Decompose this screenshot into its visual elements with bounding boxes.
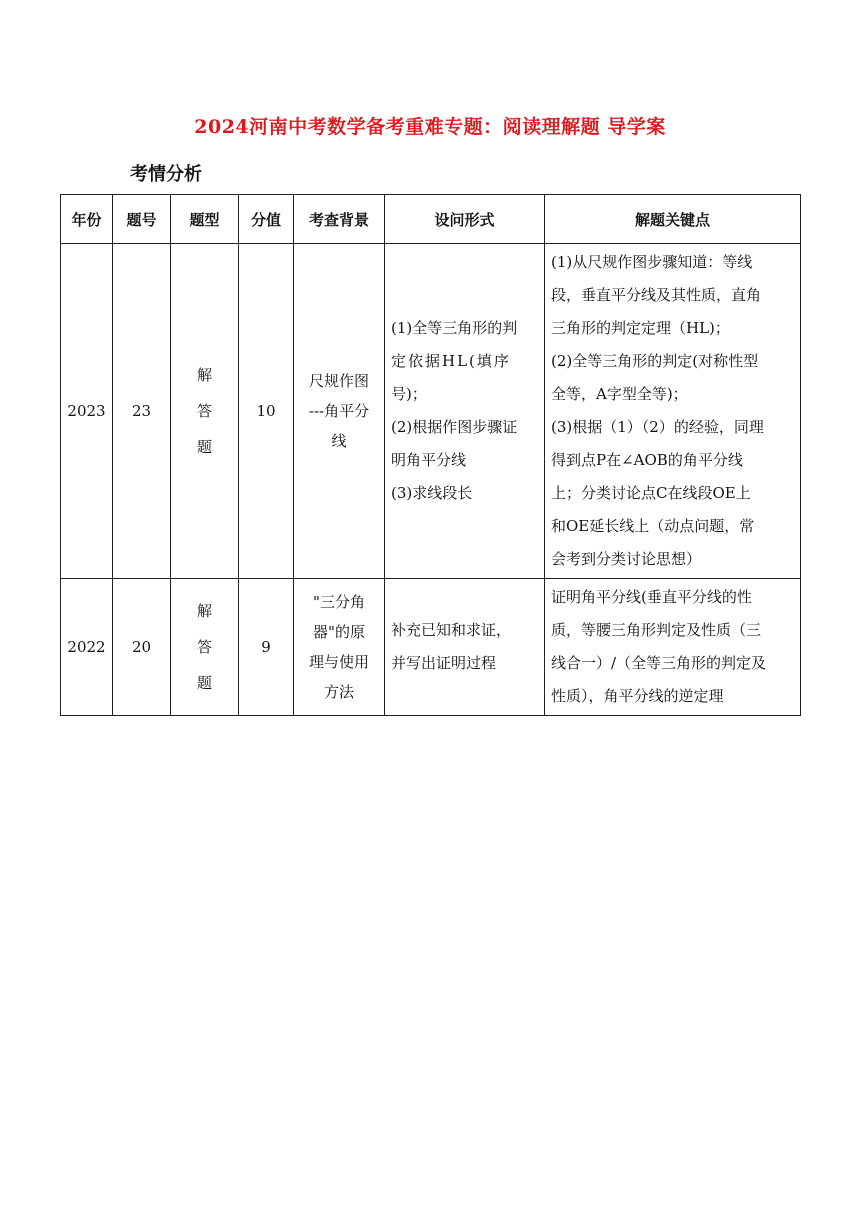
cell-background-line: 线 [331, 432, 347, 450]
cell-background-line: "三分角 [313, 593, 365, 611]
exam-analysis-table [60, 194, 801, 716]
cell-number: 20 [113, 579, 171, 716]
cell-key-points [545, 244, 801, 579]
header-type: 题型 [171, 195, 239, 244]
cell-key-line: 证明角平分线(垂直平分线的性 [551, 588, 752, 606]
cell-background-line: 方法 [323, 683, 354, 701]
header-key-points: 解题关键点 [545, 195, 801, 244]
cell-year: 2023 [61, 244, 113, 579]
cell-form-line: 并写出证明过程 [391, 654, 497, 672]
cell-type [171, 244, 239, 579]
table-header-row [61, 195, 801, 244]
cell-background [294, 579, 385, 716]
cell-form-line: (2)根据作图步骤证 [391, 418, 518, 436]
cell-type-line: 答 [196, 402, 212, 420]
cell-form-line: 补充已知和求证， [391, 621, 512, 639]
cell-score: 9 [239, 579, 294, 716]
header-year: 年份 [61, 195, 113, 244]
cell-key-line: (1)从尺规作图步骤知道：等线 [551, 253, 753, 271]
cell-number: 23 [113, 244, 171, 579]
cell-key-line: 上；分类讨论点C在线段OE上 [551, 484, 751, 502]
header-question-form: 设问形式 [385, 195, 545, 244]
cell-key-line: 和OE延长线上（动点问题，常 [551, 517, 755, 535]
page-title: 2024河南中考数学备考重难专题：阅读理解题 导学案 [194, 116, 666, 138]
cell-question-form [385, 579, 545, 716]
cell-background-line: 尺规作图 [308, 372, 369, 390]
table-row [61, 579, 801, 716]
cell-key-points [545, 579, 801, 716]
cell-type-line: 解 [196, 602, 212, 620]
cell-key-line: 三角形的判定定理（HL)； [551, 319, 730, 337]
cell-key-line: 质，等腰三角形判定及性质（三 [551, 621, 762, 639]
cell-form-line: (3)求线段长 [391, 484, 473, 502]
table-row [61, 244, 801, 579]
cell-form-line: (1)全等三角形的判 [391, 319, 518, 337]
cell-question-form [385, 244, 545, 579]
cell-type-line: 题 [196, 674, 212, 692]
cell-form-line: 明角平分线 [391, 451, 467, 469]
header-score: 分值 [239, 195, 294, 244]
cell-key-line: 得到点P在∠AOB的角平分线 [551, 451, 743, 469]
cell-type-line: 答 [196, 638, 212, 656]
cell-key-line: 全等，A字型全等)； [551, 385, 688, 403]
cell-key-line: (3)根据（1）（2）的经验，同理 [551, 418, 764, 436]
cell-key-line: 会考到分类讨论思想） [551, 550, 702, 568]
cell-form-line: 定依据HL(填序 [391, 352, 511, 370]
cell-background-line: 器"的原 [313, 623, 365, 641]
cell-year: 2022 [61, 579, 113, 716]
cell-background-line: ---角平分 [308, 402, 370, 420]
header-number: 题号 [113, 195, 171, 244]
cell-background [294, 244, 385, 579]
cell-type-line: 题 [196, 438, 212, 456]
section-title: 考情分析 [130, 164, 202, 185]
cell-type [171, 579, 239, 716]
cell-key-line: 线合一）/（全等三角形的判定及 [551, 654, 767, 672]
cell-score: 10 [239, 244, 294, 579]
cell-key-line: 性质），角平分线的逆定理 [551, 687, 724, 705]
cell-background-line: 理与使用 [308, 653, 369, 671]
cell-key-line: (2)全等三角形的判定(对称性型 [551, 352, 759, 370]
header-background: 考查背景 [294, 195, 385, 244]
cell-form-line: 号)； [391, 385, 427, 403]
cell-key-line: 段，垂直平分线及其性质，直角 [551, 286, 762, 304]
cell-type-line: 解 [196, 366, 212, 384]
